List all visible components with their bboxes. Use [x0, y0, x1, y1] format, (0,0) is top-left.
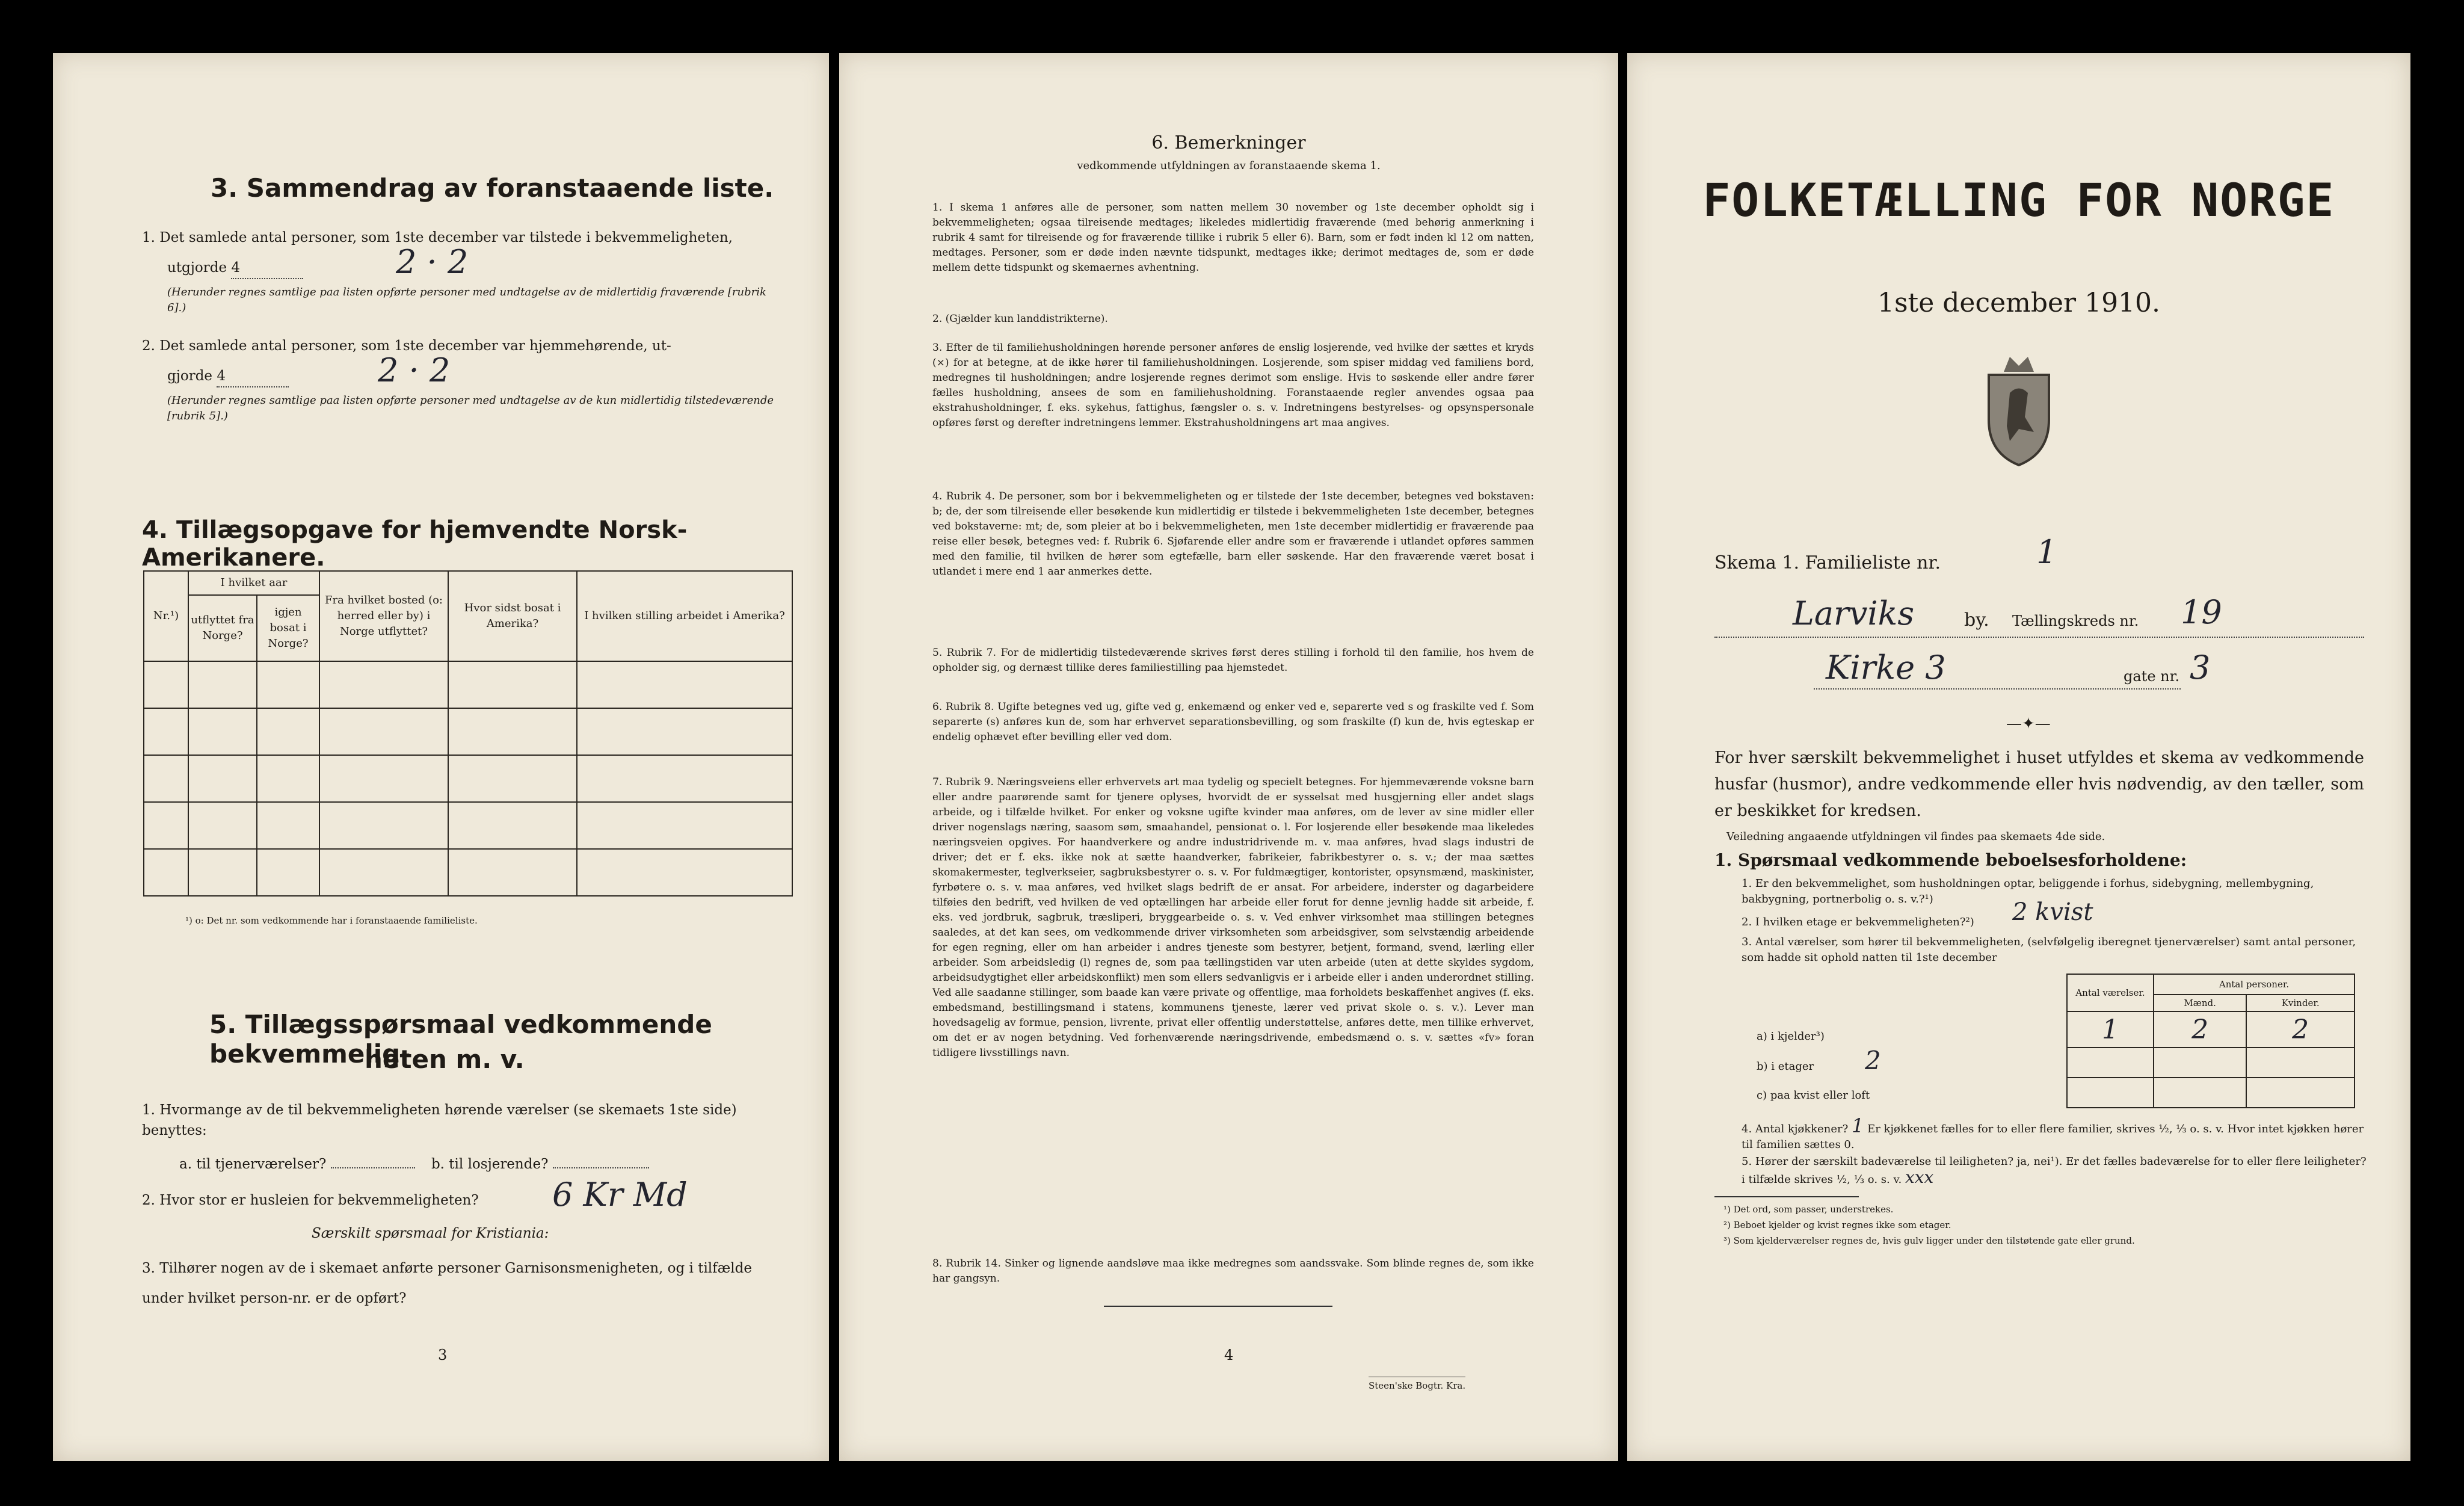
s3-q1-prefix: utgjorde [167, 260, 227, 276]
s5-question-1: 1. Hvormange av de til bekvemmeligheten hørende værelser (se skemaets 1ste side) benyttes: [142, 1102, 737, 1138]
question-1-1: 1. Er den bekvemmelighet, som husholdningen optar, beliggende i forhus, sidebygning, mellembygning, bakbygning, portnerbolig o. s. v.?¹) [1742, 877, 2314, 906]
row-a-women: 2 [2246, 1011, 2355, 1048]
remark-1: 1. I skema 1 anføres alle de personer, som natten mellem 30 november og 1ste december opholdt sig i bekvemmeligheten; ogsaa tilreisende medtages; likeledes midlertidig fraværende (med behørig anmerkning i rubrik 4 samt for tilreisende og for fraværende tillike i rubrik 5 eller 6). Barn, som er født inden kl 12 om natten, medtages. Personer, som er døde inden nævnte tidspunkt, medtages ikke; derimot medtages de, som er døde mellem dette tidspunkt og skemaernes avhentning. [932, 202, 1534, 274]
s3-q2-printed-value: 4 [217, 366, 289, 387]
s3-q2-prefix: gjorde [167, 368, 213, 384]
form-title: FOLKETÆLLING FOR NORGE [1702, 173, 2335, 227]
s3-question-1: 1. Det samlede antal personer, som 1ste december var tilstede i bekvemmeligheten, [142, 230, 733, 245]
row-a-rooms: 1 [2067, 1011, 2154, 1048]
s5-question-3: 3. Tilhører nogen av de i skemaet anførte personer Garnisonsmenigheten, og i tilfælde under hvilket person-nr. er de opført? [142, 1261, 752, 1306]
table-row [144, 708, 792, 755]
kitchens-handwritten: 1 [1851, 1114, 1864, 1137]
s5-question-2: 2. Hvor stor er husleien for bekvemmeligheten? [142, 1193, 479, 1208]
footnote-3: ³) Som kjelderværelser regnes de, hvis gulv ligger under den tilstøtende gate eller grund. [1723, 1235, 2135, 1246]
s5-q1b: b. til losjerende? [431, 1156, 549, 1172]
page-1 [1627, 53, 2410, 1461]
footnote-1: ¹) Det ord, som passer, understrekes. [1723, 1204, 1894, 1215]
questions-heading: 1. Spørsmaal vedkommende beboelsesforholdene: [1714, 850, 2187, 870]
etage-handwritten: 2 kvist [2012, 898, 2093, 926]
remark-3: 3. Efter de til familiehusholdningen hørende personer anføres de enslig losjerende, ved hvilke der sættes et kryds (×) for at betegne, at de ikke hører til familiehusholdningen. Losjerende, som spiser middag ved familiens bord, medregnes til husholdningen; andre losjerende regnes derimot som enslige. Hvis to søskende eller andre fører fælles husholdning, ansees de som en familiehusholdning. Foranstaaende regler anvendes ogsaa paa ekstrahusholdninger, f. eks. sykehus, fattighus, fængsler o. s. v. Indretningens bestyrelses- og opsynspersonale opføres først og derefter indretningens lemmer. Ekstrahusholdningens art maa angives. [932, 342, 1534, 429]
coat-of-arms-icon [1974, 348, 2064, 468]
col-utflyttet: utflyttet fra Norge? [188, 595, 257, 661]
bemerkninger-subtitle: vedkommende utfyldningen av foranstaaende skema 1. [1077, 159, 1381, 172]
bath-handwritten: xxx [1905, 1167, 1934, 1187]
s3-question-2: 2. Det samlede antal personer, som 1ste december var hjemmehørende, ut- [142, 338, 671, 354]
col-group-year: I hvilket aar [188, 571, 319, 595]
s3-q2-handwritten: 2 · 2 [378, 351, 451, 389]
row-c-label: c) paa kvist eller loft [1757, 1089, 1870, 1102]
col-rooms: Antal værelser. [2067, 974, 2154, 1011]
col-women: Kvinder. [2246, 995, 2355, 1011]
col-persons: Antal personer. [2154, 974, 2355, 995]
question-1-2: 2. I hvilken etage er bekvemmeligheten?²) [1742, 916, 1974, 928]
footnote-2: ²) Beboet kjelder og kvist regnes ikke som etager. [1723, 1220, 1951, 1230]
s3-q1-note: (Herunder regnes samtlige paa listen opførte personer med undtagelse av de midlertidig fraværende [rubrik 6].) [167, 286, 766, 314]
row-a-label: a) i kjelder³) [1757, 1030, 1825, 1043]
footnote-divider [1714, 1196, 1859, 1197]
by-handwritten: Larviks [1793, 594, 1915, 632]
s3-q1-printed-value: 4 [231, 258, 303, 279]
schema-nr-handwritten: 1 [2036, 533, 2057, 571]
guide-note: Veiledning angaaende utfyldningen vil findes paa skemaets 4de side. [1726, 830, 2105, 843]
gate-nr-handwritten: 3 [2190, 649, 2211, 687]
schema-label: Skema 1. Familieliste nr. [1714, 552, 1941, 573]
row-b-label: b) i etager [1757, 1060, 1814, 1073]
section-5-title-line1: 5. Tillægsspørsmaal vedkommende bekvemmelig- [209, 1010, 712, 1069]
rooms-persons-table [2066, 974, 2355, 1108]
table-row [144, 849, 792, 896]
table-row [144, 755, 792, 802]
col-nr: Nr.¹) [144, 571, 188, 661]
remark-5: 5. Rubrik 7. For de midlertidig tilstedeværende skrives først deres stilling i forhold til den familie, hos hvem de opholder sig, og dernæst tillike deres familiestilling paa hjemstedet. [932, 647, 1534, 674]
s5-q1a: a. til tjenerværelser? [179, 1156, 327, 1172]
norsk-amerikanere-table [143, 570, 793, 897]
remark-4: 4. Rubrik 4. De personer, som bor i bekvemmeligheten og er tilstede der 1ste december, betegnes ved bokstaven: b; de, der som tilreisende eller besøkende kun midlertidig er tilstede i bekvemmeligheten 1ste december, betegnes ved bokstaverne: mt; de, som pleier at bo i bekvemmeligheten, men 1ste december midlertidig er fraværende paa reise eller besøk, betegnes ved: f. Rubrik 6. Sjøfarende eller andre som er fraværende i utlandet opføres sammen med den familie, til hvilken de hører som egtefælle, barn eller søskende. Har den fraværende været bosat i utlandet i mere end 1 aar anmerkes dette. [932, 490, 1534, 578]
page-3 [53, 53, 829, 1461]
question-1-3: 3. Antal værelser, som hører til bekvemmeligheten, (selvfølgelig iberegnet tjenerværelser) samt antal personer, som hadde sit ophold natten til 1ste december [1742, 936, 2356, 964]
section-5-title-line2: heten m. v. [365, 1045, 525, 1074]
printer-mark: Steen'ske Bogtr. Kra. [1369, 1377, 1465, 1392]
s5-kristiania-heading: Særskilt spørsmaal for Kristiania: [312, 1226, 549, 1241]
bemerkninger-title: 6. Bemerkninger [1151, 132, 1306, 153]
page-number: 3 [438, 1347, 448, 1363]
gate-label: gate nr. [2124, 668, 2180, 685]
col-igjen-bosat: igjen bosat i Norge? [257, 595, 319, 661]
s3-q2-note: (Herunder regnes samtlige paa listen opførte personer med undtagelse av de kun midlertidig tilstedeværende [rubrik 5].) [167, 394, 774, 422]
ornament: —✦— [2006, 715, 2051, 733]
krets-handwritten: 19 [2181, 593, 2222, 631]
col-stilling: I hvilken stilling arbeidet i Amerika? [577, 571, 792, 661]
by-label: by. [1964, 609, 1989, 631]
s5-q2-handwritten: 6 Kr Md [552, 1176, 688, 1214]
table-row [144, 661, 792, 708]
row-b-handwritten: 2 [1865, 1046, 1881, 1075]
question-1-4: 4. Antal kjøkkener? [1742, 1123, 1849, 1135]
remark-6: 6. Rubrik 8. Ugifte betegnes ved ug, gifte ved g, enkemænd og enker ved e, separerte ved s og fraskilte ved f. Som separerte (s) anføres kun de, som har erhvervet separationsbevilling, og som fraskilte (f) kun de, hvis egteskap er endelig ophævet efter bevilling eller ved dom. [932, 701, 1534, 743]
remark-2: 2. (Gjælder kun landdistrikterne). [932, 313, 1108, 325]
col-men: Mænd. [2154, 995, 2246, 1011]
census-date: 1ste december 1910. [1877, 288, 2161, 318]
divider [1104, 1306, 1332, 1307]
gate-handwritten: Kirke 3 [1826, 649, 1946, 687]
remark-8: 8. Rubrik 14. Sinker og lignende aandsløve maa ikke medregnes som aandssvake. Som blinde regnes de, som ikke har gangsyn. [932, 1258, 1534, 1285]
question-1-5: 5. Hører der særskilt badeværelse til leiligheten? ja, nei¹). Er det fælles badeværelse for to eller flere leiligheter? i tilfælde skrives ½, ⅓ o. s. v. [1742, 1155, 2367, 1186]
section-4-title: 4. Tillægsopgave for hjemvendte Norsk-Amerikanere. [142, 516, 688, 572]
row-a-men: 2 [2154, 1011, 2246, 1048]
krets-label: Tællingskreds nr. [2012, 613, 2139, 629]
s4-footnote: ¹) o: Det nr. som vedkommende har i foranstaaende familieliste. [185, 915, 478, 926]
col-sidst-bosat: Hvor sidst bosat i Amerika? [448, 571, 577, 661]
page-4 [839, 53, 1618, 1461]
s3-q1-handwritten: 2 · 2 [396, 243, 469, 281]
intro-text: For hver særskilt bekvemmelighet i huset utfyldes et skema av vedkommende husfar (husmor), andre vedkommende eller hvis nødvendig, av den tæller, som er beskikket for kredsen. [1714, 748, 2364, 820]
table-row [144, 802, 792, 849]
col-bosted: Fra hvilket bosted (o: herred eller by) i Norge utflyttet? [319, 571, 448, 661]
section-3-title: 3. Sammendrag av foranstaaende liste. [211, 173, 774, 203]
page-number: 4 [1224, 1347, 1234, 1363]
question-1-4-rest: Er kjøkkenet fælles for to eller flere familier, skrives ½, ⅓ o. s. v. Hvor intet kjøkken hører til familien sættes 0. [1742, 1123, 2364, 1151]
remark-7: 7. Rubrik 9. Næringsveiens eller erhvervets art maa tydelig og specielt betegnes. For hjemmeværende voksne barn eller andre paarørende samt for tjenere oplyses, hvorvidt de er sysselsat med husgjerning eller andet slags arbeide, og i tilfælde hvilket. For enker og voksne ugifte kvinder maa anføres, om de lever av sine midler eller driver nogenslags næring, saasom søm, smaahandel, pensionat o. l. For losjerende eller besøkende maa likeledes næringsveien opgives. For haandverkere og andre industridrivende m. v. maa anføres, hvad slags industri de driver; det er f. eks. ikke nok at sætte haandverker, fabrikeier, fabrikbestyrer o. s. v.; der maa sættes skomakermester, teglverkseier, sagbruksbestyrer o. s. v. For fuldmægtiger, kontorister, opsynsmænd, maskinister, fyrbøtere o. s. v. maa anføres, ved hvilket slags bedrift de er ansat. For arbeidere, inderster og dagarbeidere tilføies den bedrift, ved hvilken de ved optællingen har arbeide eller forut for denne jevnlig hadde sit arbeide, f. eks. ved jordbruk, sagbruk, træsliperi, bryggearbeide o. s. v. Ved enhver virksomhet maa stillingen betegnes saaledes, at det kan sees, om vedkommende driver virksomheten som arbeidsgiver, som selvstændig arbeidende for egen regning, eller om han arbeider i andres tjeneste som bestyrer, betjent, formand, svend, lærling eller arbeider. Som arbeidsledig (l) regnes de, som paa tællingstiden var uten arbeide (uten at dette skyldes sygdom, arbeidsudygtighet eller arbeidskonflikt) men som ellers sedvanligvis er i arbeide eller i anden underordnet stilling. Ved alle saadanne stillinger, som baade kan være private og offentlige, maa forholdets beskaffenhet angives (f. eks. embedsmand, bestillingsmand i statens, kommunens tjeneste, lærer ved privat skole o. s. v.). Lever man hovedsagelig av formue, pension, livrente, privat eller offentlig understøttelse, anføres dette, men tillike erhvervet, om det er av nogen betydning. Ved forhenværende næringsdrivende, embedsmænd o. s. v. sættes «fv» foran tidligere livsstillings navn. [932, 776, 1534, 1059]
